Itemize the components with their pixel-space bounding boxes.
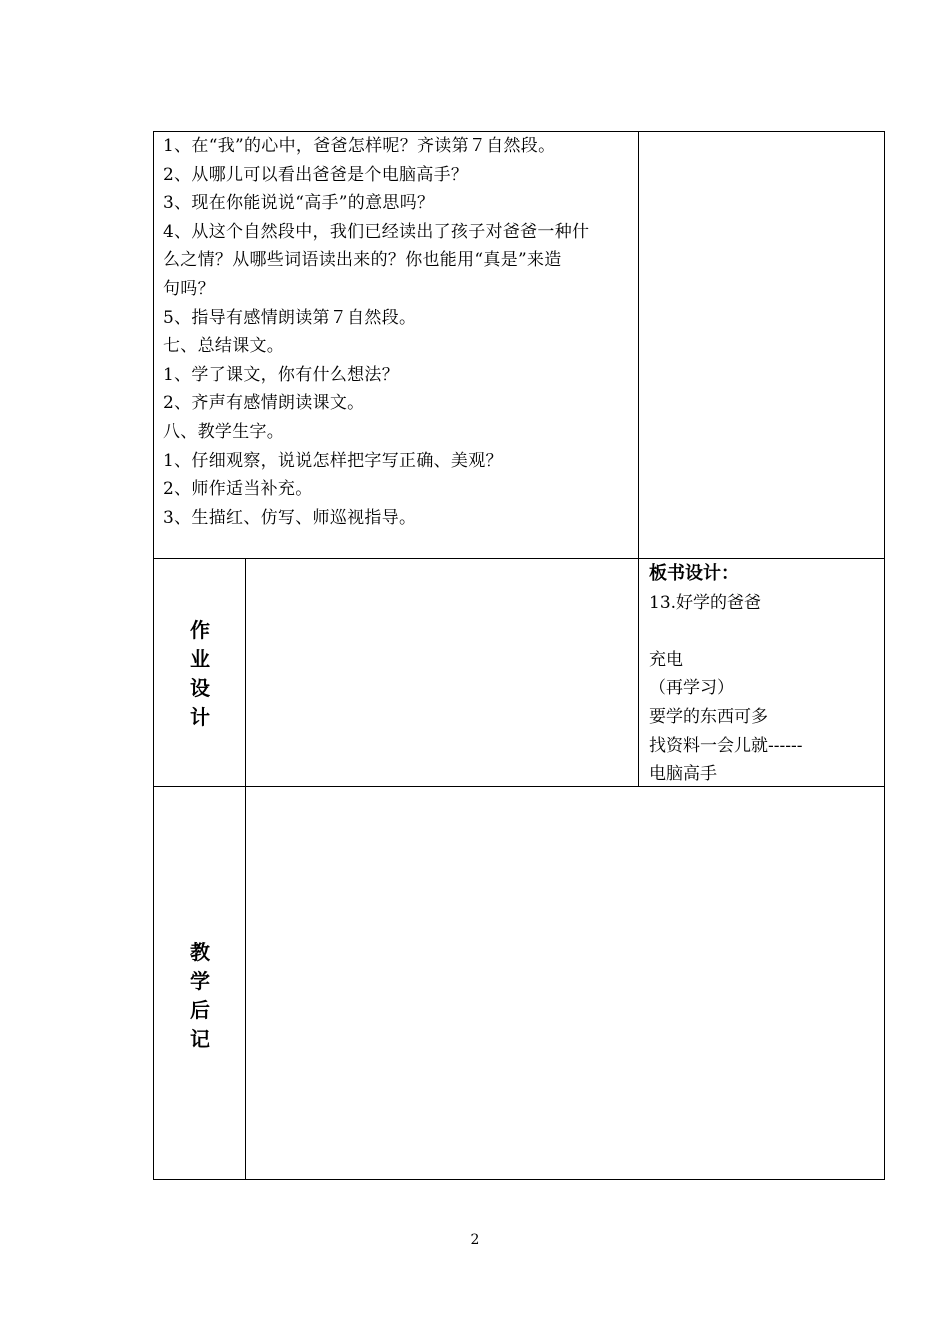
page-number: 2 xyxy=(470,1232,480,1248)
lesson-line: 么之情？从哪些词语读出来的？你也能用“真是”来造 xyxy=(163,250,562,271)
lesson-line: 2、从哪儿可以看出爸爸是个电脑高手？ xyxy=(163,164,469,185)
homework-content xyxy=(246,559,638,786)
reflection-content xyxy=(246,787,884,1179)
lesson-steps xyxy=(163,132,633,532)
lesson-line: 八、教学生字。 xyxy=(163,421,285,442)
label-char: 学 xyxy=(190,969,210,993)
lesson-line: 句吗？ xyxy=(163,278,215,299)
label-char: 计 xyxy=(190,705,210,729)
lesson-line: 1、仔细观察，说说怎样把字写正确、美观？ xyxy=(163,450,503,471)
lesson-line: 2、齐声有感情朗读课文。 xyxy=(163,393,365,414)
lesson-line: 七、总结课文。 xyxy=(163,336,285,357)
board-line: 找资料一会儿就------ xyxy=(649,735,803,756)
lesson-line: 5、指导有感情朗读第７自然段。 xyxy=(163,307,417,328)
lesson-line: 3、生描红、仿写、师巡视指导。 xyxy=(163,507,417,528)
board-design xyxy=(649,560,881,789)
lesson-line: 3、现在你能说说“高手”的意思吗？ xyxy=(163,193,435,214)
board-line: 充电 xyxy=(649,649,683,670)
table-border-bottom xyxy=(153,1179,885,1180)
table-border-left xyxy=(153,131,154,1180)
teaching-reflection-label xyxy=(185,938,215,1054)
label-char: 后 xyxy=(190,998,210,1022)
label-char: 作 xyxy=(190,618,210,642)
label-char: 设 xyxy=(190,676,210,700)
column-divider-right xyxy=(638,131,639,787)
lesson-line: 2、师作适当补充。 xyxy=(163,479,313,500)
lesson-line: 1、学了课文，你有什么想法？ xyxy=(163,364,400,385)
board-line: 13.好学的爸爸 xyxy=(649,592,762,613)
board-line: 电脑高手 xyxy=(649,764,717,785)
board-line: 要学的东西可多 xyxy=(649,706,768,727)
board-line xyxy=(649,617,881,646)
board-line: （再学习） xyxy=(649,678,734,699)
board-design-title: 板书设计： xyxy=(649,563,739,584)
lesson-line: 4、从这个自然段中，我们已经读出了孩子对爸爸一种什 xyxy=(163,221,590,242)
lesson-line: 1、在“我”的心中，爸爸怎样呢？齐读第７自然段。 xyxy=(163,136,556,156)
label-char: 教 xyxy=(190,940,210,964)
homework-design-label xyxy=(185,616,215,732)
table-border-right xyxy=(884,131,885,1180)
label-char: 业 xyxy=(190,647,210,671)
label-char: 记 xyxy=(190,1027,210,1051)
